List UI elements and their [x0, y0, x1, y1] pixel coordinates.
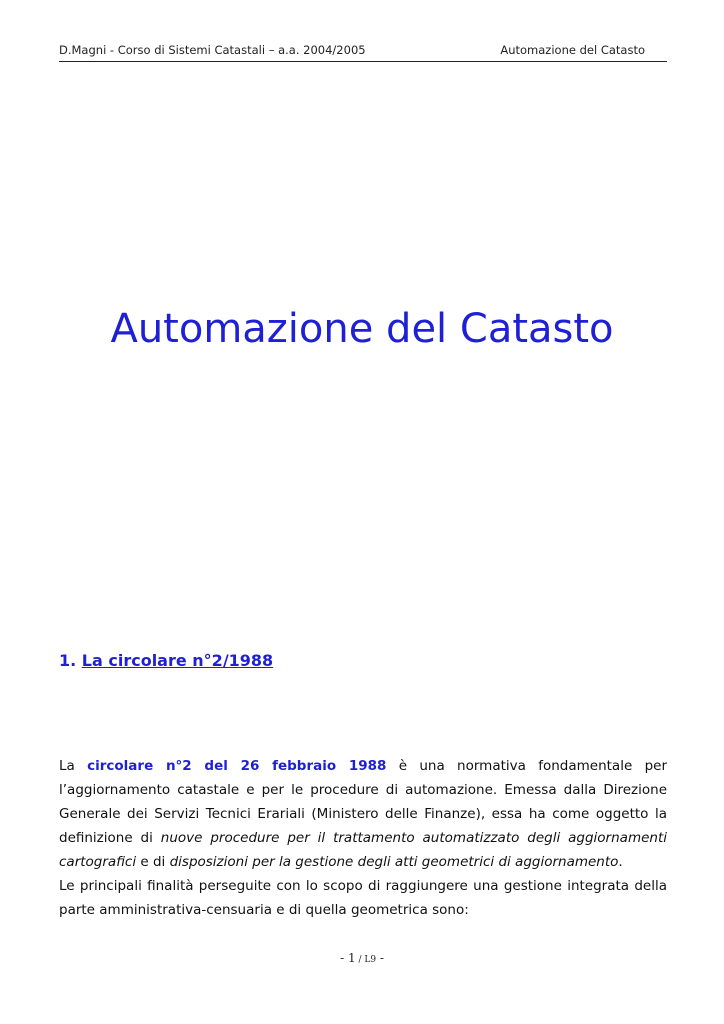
- italic-phrase: disposizioni per la gestione degli atti geometrici di aggiornamento: [169, 854, 619, 870]
- page-header: [59, 43, 667, 62]
- paragraph-text: è una normativa fondamentale per l’aggiornamento catastale e per le procedure di automazione. Emessa dalla Direzione Generale dei Servizi Tecnici Erariali (Ministero delle Finanze), essa ha come oggetto la definizione di: [59, 758, 667, 846]
- footer-separator: /: [355, 955, 365, 965]
- header-document-title: Automazione del Catasto: [500, 43, 645, 57]
- page-number: 1: [347, 951, 356, 965]
- page-total: L9: [364, 955, 377, 965]
- section-title: La circolare n°2/1988: [81, 651, 274, 670]
- paragraph-goals: Le principali finalità perseguite con lo scopo di raggiungere una gestione integrata della parte amministrativa-censuaria e di quella geometrica sono:: [59, 878, 667, 918]
- document-title: Automazione del Catasto: [110, 306, 614, 352]
- body-text: [59, 754, 667, 922]
- paragraph-text: La: [59, 758, 88, 774]
- paragraph-text: e di: [136, 854, 170, 870]
- italic-phrase: nuove procedure per il trattamento automatizzato degli aggiornamenti cartografici: [59, 830, 667, 870]
- page-footer: [0, 951, 724, 965]
- section-heading: [59, 651, 273, 670]
- paragraph-intro: [59, 754, 667, 874]
- paragraph-text: .: [618, 854, 623, 870]
- circolare-reference: circolare n°2 del 26 febbraio 1988: [87, 758, 387, 774]
- section-number: 1.: [59, 651, 77, 670]
- footer-suffix: -: [376, 951, 384, 965]
- footer-prefix: -: [340, 951, 348, 965]
- header-course-info: D.Magni - Corso di Sistemi Catastali – a.a. 2004/2005: [59, 43, 366, 57]
